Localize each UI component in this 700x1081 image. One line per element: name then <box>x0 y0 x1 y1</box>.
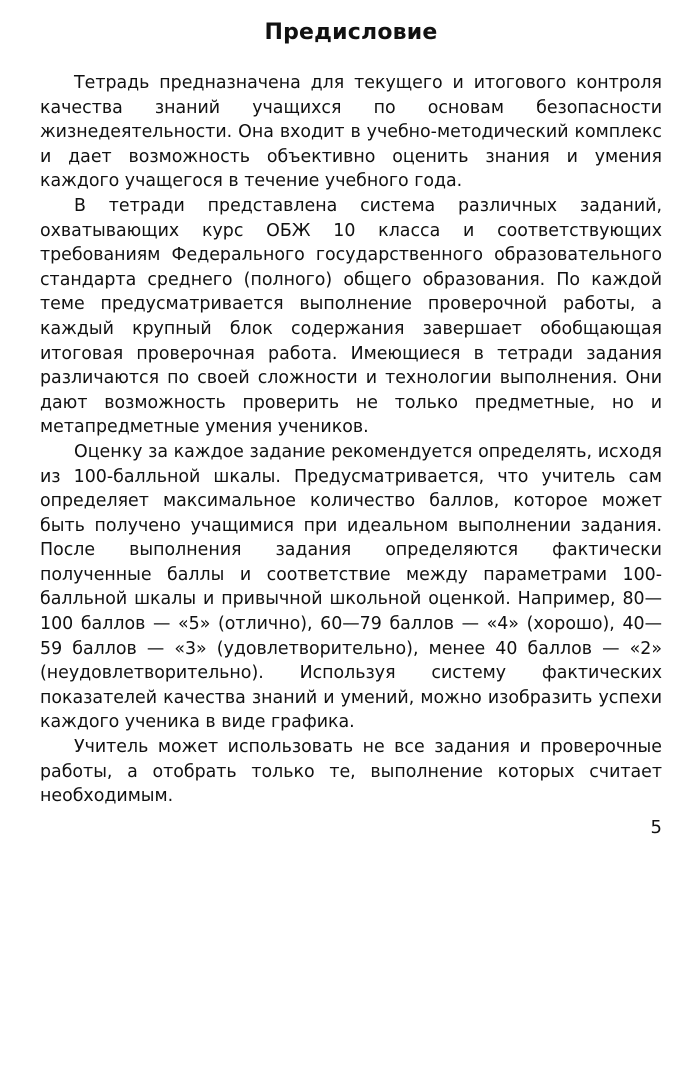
paragraph-3: Оценку за каждое задание рекомендуется определять, исходя из 100-балльной шкалы. Предусматривается, что учитель сам определяет максимальное количество баллов, которое может быть получено учащимися при идеальном выполнении задания. После выполнения задания определяются фактически полученные баллы и соответствие между параметрами 100-балльной шкалы и привычной школьной оценкой. Например, 80—100 баллов — «5» (отлично), 60—79 баллов — «4» (хорошо), 40—59 баллов — «3» (удовлетворительно), менее 40 баллов — «2» (неудовлетворительно). Используя систему фактических показателей качества знаний и умений, можно изобразить успехи каждого ученика в виде графика. <box>40 441 662 733</box>
page-number: 5 <box>650 817 662 838</box>
paragraph-1: Тетрадь предназначена для текущего и итогового контроля качества знаний учащихся по основам безопасности жизнедеятельности. Она входит в учебно-методический комплекс и дает возможность объективно оценить знания и умения каждого учащегося в течение учебного года. <box>40 73 662 192</box>
document-page <box>40 20 662 838</box>
page-title: Предисловие <box>264 20 438 45</box>
paragraph-2: В тетради представлена система различных заданий, охватывающих курс ОБЖ 10 класса и соответствующих требованиям Федерального государственного образовательного стандарта среднего (полного) общего образования. По каждой теме предусматривается выполнение проверочной работы, а каждый крупный блок содержания завершает обобщающая итоговая проверочная работа. Имеющиеся в тетради задания различаются по своей сложности и технологии выполнения. Они дают возможность проверить не только предметные, но и метапредметные умения учеников. <box>40 195 662 438</box>
paragraph-4: Учитель может использовать не все задания и проверочные работы, а отобрать только те, выполнение которых считает необходимым. <box>40 737 662 807</box>
